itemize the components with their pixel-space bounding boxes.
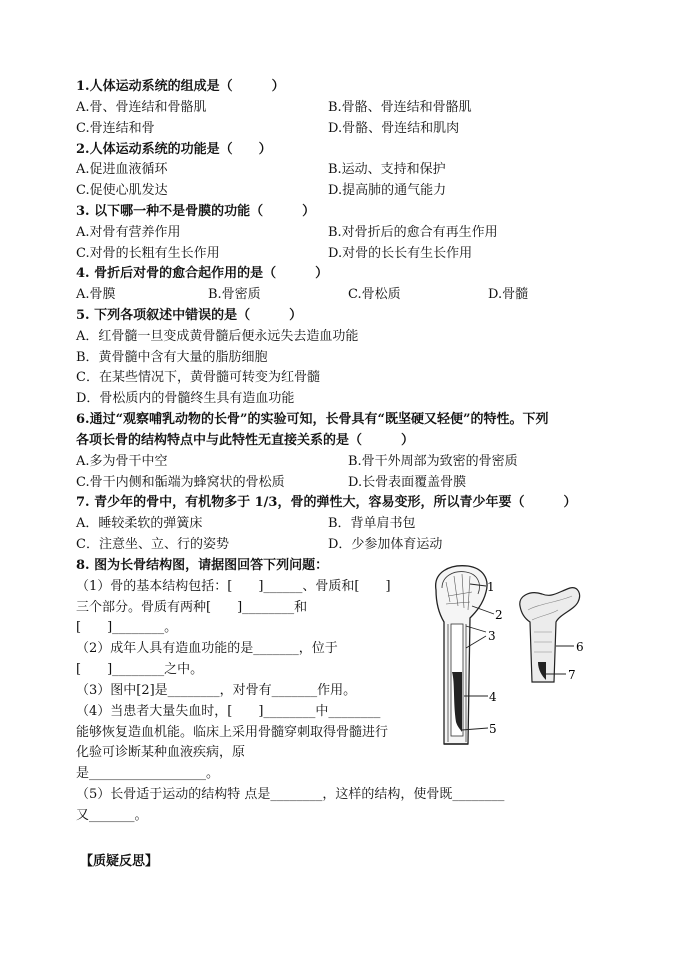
q8-line-1: （1）骨的基本结构包括：[ ]______、骨质和[ ] [76, 579, 391, 594]
q7-option-b: B．背单肩书包 [328, 516, 416, 531]
figure-label-2: 2 [495, 608, 503, 622]
q3-stem: 3. 以下哪一种不是骨膜的功能（ ） [76, 204, 316, 219]
q7-option-d: D．少参加体育运动 [328, 537, 443, 552]
q8-line-3: [ ]________。 [76, 620, 178, 635]
longitudinal-bone-section [436, 566, 487, 744]
q6-option-b: B.骨干外周部为致密的骨密质 [348, 454, 518, 469]
q8-line-7: （4）当患者大量失血时，[ ]________中________ [76, 704, 381, 719]
q8-line-4: （2）成年人具有造血功能的是_______，位于 [76, 641, 338, 656]
figure-label-7: 7 [568, 668, 576, 682]
long-bone-diagram [428, 562, 598, 752]
q5-option-d: D．骨松质内的骨髓终生具有造血功能 [76, 391, 295, 406]
q4-stem: 4. 骨折后对骨的愈合起作用的是（ ） [76, 266, 329, 281]
q1-option-d: D.骨骼、骨连结和肌肉 [328, 121, 460, 136]
q5-stem: 5. 下列各项叙述中错误的是（ ） [76, 308, 303, 323]
q2-option-d: D.提高肺的通气能力 [328, 183, 447, 198]
q6-stem-line1: 6.通过“观察哺乳动物的长骨”的实验可知，长骨具有“既坚硬又轻便”的特性。下列 [76, 412, 549, 427]
figure-label-1: 1 [487, 580, 495, 594]
q1-option-b: B.骨骼、骨连结和骨骼肌 [328, 100, 472, 115]
q8-stem: 8. 图为长骨结构图，请据图回答下列问题： [76, 558, 329, 573]
q2-option-a: A.促进血液循环 [76, 162, 168, 177]
q7-option-a: A．睡较柔软的弹簧床 [76, 516, 203, 531]
q8-line-8: 能够恢复造血机能。临床上采用骨髓穿刺取得骨髓进行 [76, 725, 389, 740]
q5-option-a: A．红骨髓一旦变成黄骨髓后便永远失去造血功能 [76, 329, 359, 344]
q1-option-a: A.骨、骨连结和骨骼肌 [76, 100, 207, 115]
q4-option-d: D.骨髓 [488, 287, 529, 302]
q8-line-11: （5）长骨适于运动的结构特 点是________，这样的结构，使骨既________ [76, 787, 505, 802]
figure-label-4: 4 [489, 690, 497, 704]
q6-stem-line2: 各项长骨的结构特点中与此特性无直接关系的是（ ） [76, 433, 415, 448]
q2-option-c: C.促使心肌发达 [76, 183, 168, 198]
reflection-heading: 【质疑反思】 [80, 854, 159, 869]
figure-label-3: 3 [488, 629, 496, 643]
q8-line-6: （3）图中[2]是________，对骨有_______作用。 [76, 683, 357, 698]
q6-option-c: C.骨干内侧和骺端为蜂窝状的骨松质 [76, 475, 285, 490]
q8-line-5: [ ]________之中。 [76, 662, 204, 677]
q6-option-d: D.长骨表面覆盖骨膜 [348, 475, 467, 490]
q8-line-9: 化验可诊断某种血液疾病，原 [76, 745, 246, 760]
q5-option-c: C．在某些情况下，黄骨髓可转变为红骨髓 [76, 370, 320, 385]
q7-stem: 7. 青少年的骨中，有机物多于 1/3，骨的弹性大，容易变形，所以青少年要（ ） [76, 495, 577, 510]
q8-line-10: 是__________________。 [76, 766, 220, 781]
q8-line-2: 三个部分。骨质有两种[ ]________和 [76, 600, 308, 615]
q1-stem: 1.人体运动系统的组成是（ ） [76, 79, 285, 94]
q3-option-d: D.对骨的长长有生长作用 [328, 246, 473, 261]
q5-option-b: B．黄骨髓中含有大量的脂肪细胞 [76, 350, 268, 365]
q7-option-c: C．注意坐、立、行的姿势 [76, 537, 229, 552]
q6-option-a: A.多为骨干中空 [76, 454, 168, 469]
q3-option-a: A.对骨有营养作用 [76, 225, 181, 240]
figure-label-5: 5 [489, 722, 497, 736]
q8-line-12: 又_______。 [76, 808, 148, 823]
q4-option-c: C.骨松质 [348, 287, 401, 302]
figure-label-6: 6 [576, 640, 584, 654]
q2-option-b: B.运动、支持和保护 [328, 162, 446, 177]
q2-stem: 2.人体运动系统的功能是（ ） [76, 142, 272, 157]
q3-option-b: B.对骨折后的愈合有再生作用 [328, 225, 498, 240]
q3-option-c: C.对骨的长粗有生长作用 [76, 246, 220, 261]
q4-option-b: B.骨密质 [208, 287, 261, 302]
q1-option-c: C.骨连结和骨 [76, 121, 155, 136]
q4-option-a: A.骨膜 [76, 287, 116, 302]
